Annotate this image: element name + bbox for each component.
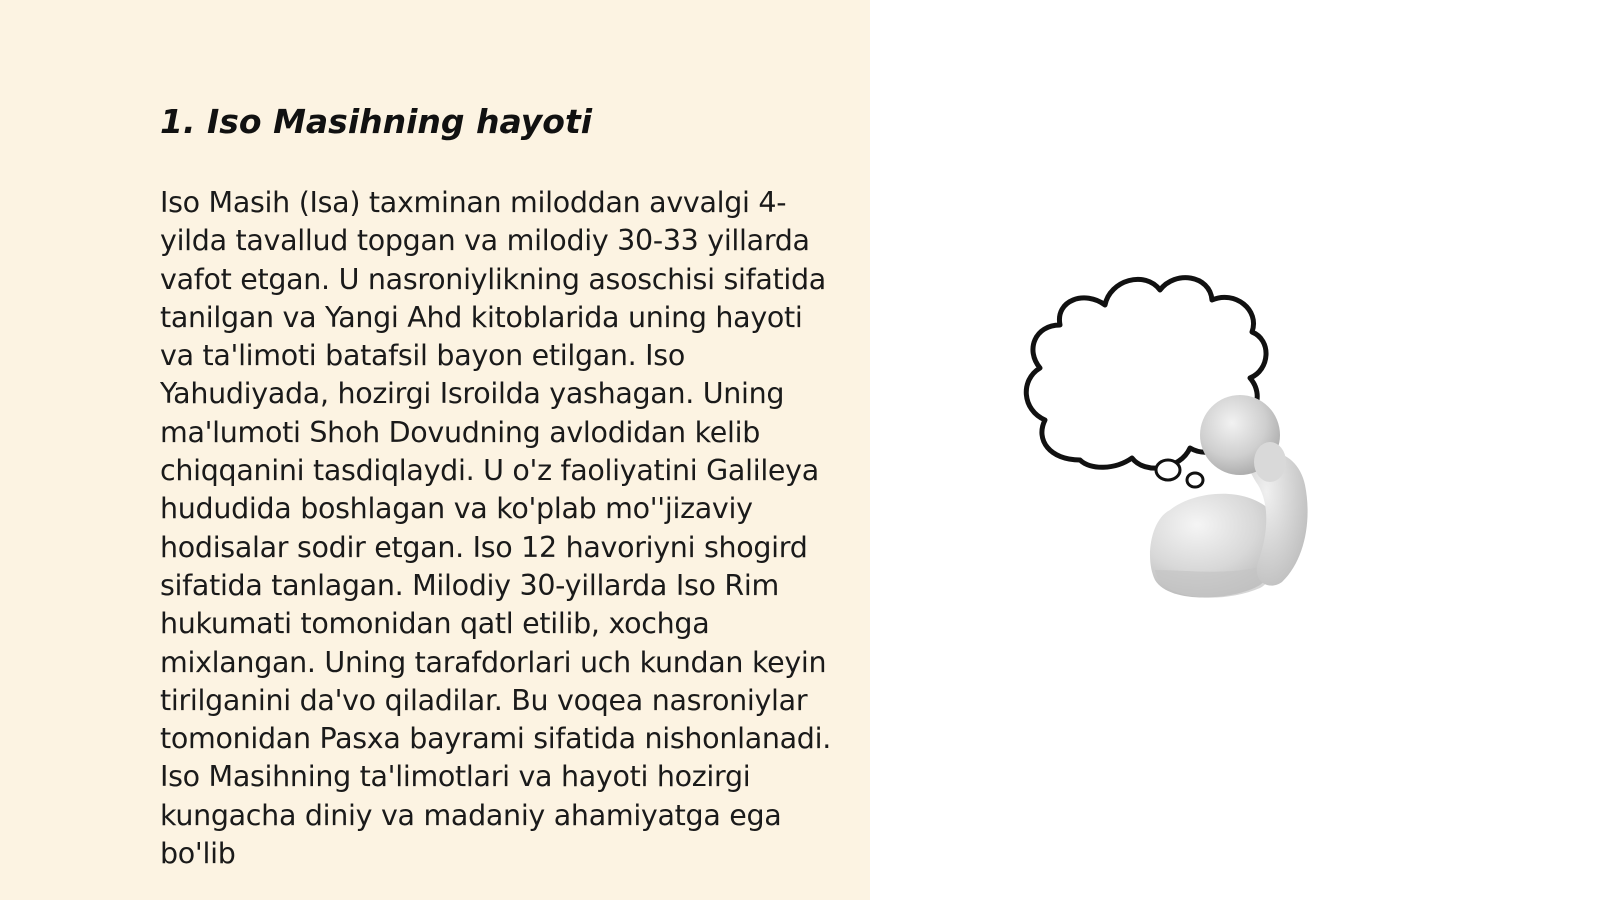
thinking-figure-illustration [1020,270,1360,620]
slide-body-text: Iso Masih (Isa) taxminan miloddan avvalgi 4-yilda tavallud topgan va milodiy 30-33 yillarda vafot etgan. U nasroniylikning asoschisi sifatida tanilgan va Yangi Ahd kitoblarida uning hayoti va ta'limoti batafsil bayon etilgan. Iso Yahudiyada, hozirgi Isroilda yashagan. Uning ma'lumoti Shoh Dovudning avlodidan kelib chiqqanini tasdiqlaydi. U o'z faoliyatini Galileya hududida boshlagan va ko'plab mo''jizaviy hodisalar sodir etgan. Iso 12 havoriyni shogird sifatida tanlagan. Milodiy 30-yillarda Iso Rim hukumati tomonidan qatl etilib, xochga mixlangan. Uning tarafdorlari uch kundan keyin tirilganini da'vo qiladilar. Bu voqea nasroniylar tomonidan Pasxa bayrami sifatida nishonlanadi. Iso Masihning ta'limotlari va hayoti hozirgi kungacha diniy va madaniy ahamiyatga ega bo'lib [160,186,831,871]
slide-title: 1. Iso Masihning hayoti [160,102,593,141]
